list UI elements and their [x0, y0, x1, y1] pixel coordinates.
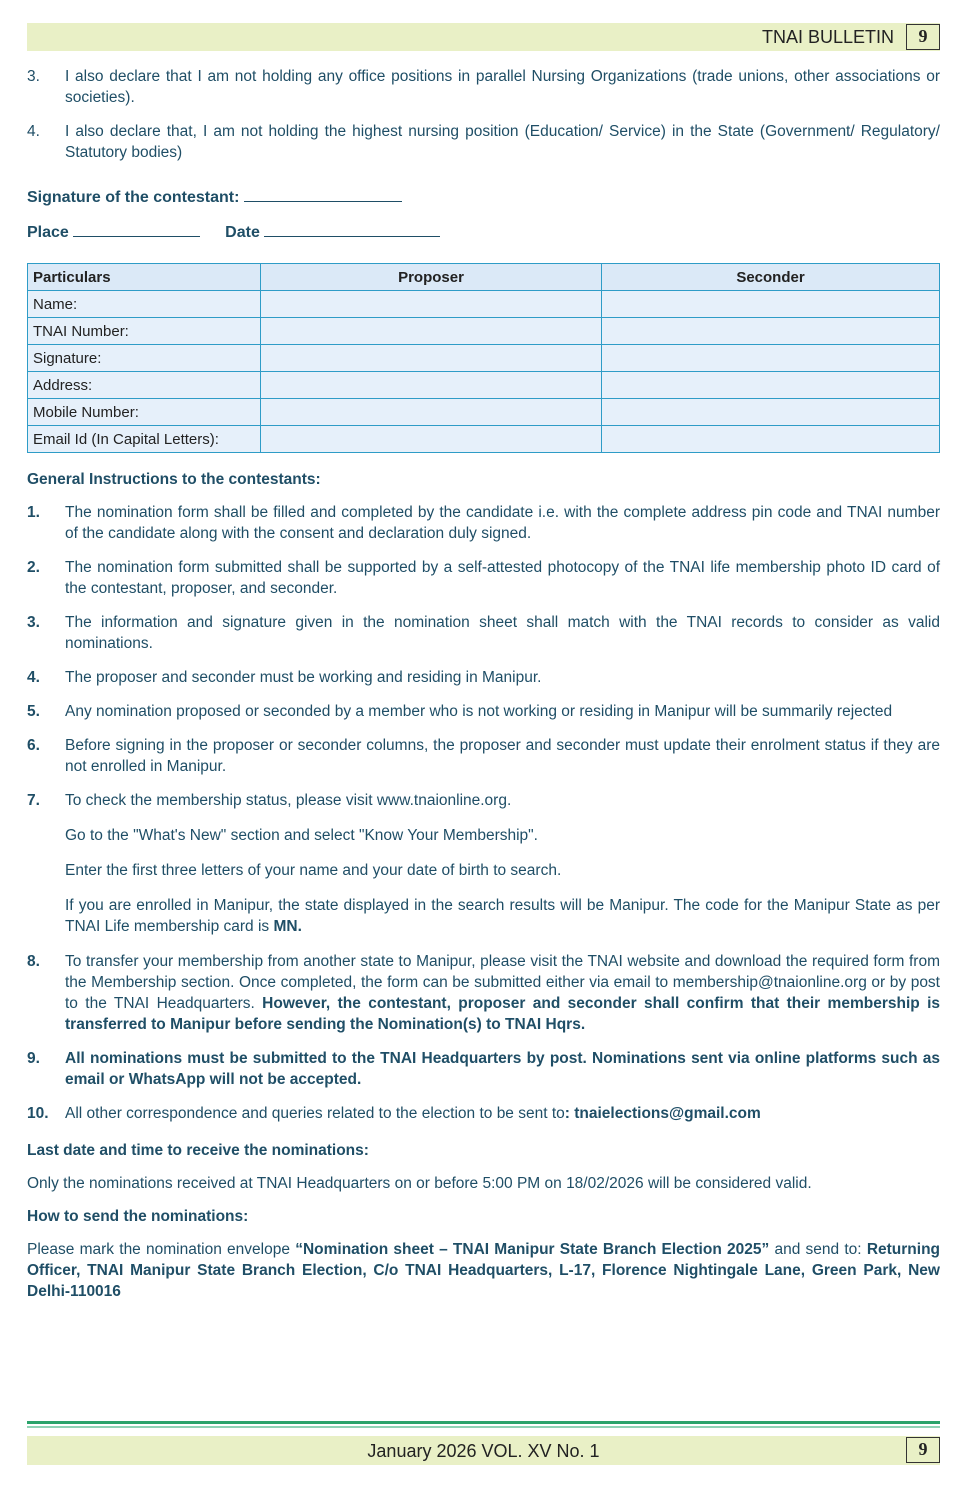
how-to-send-text-part: and send to: — [769, 1241, 867, 1258]
proposer-name-cell[interactable] — [261, 291, 602, 318]
seconder-name-cell[interactable] — [602, 291, 940, 318]
row-label: TNAI Number: — [28, 318, 261, 345]
item-number: 6. — [27, 737, 40, 754]
proposer-signature-cell[interactable] — [261, 345, 602, 372]
item-number: 9. — [27, 1050, 40, 1067]
row-label: Name: — [28, 291, 261, 318]
contestant-signature-label: Signature of the contestant: — [27, 189, 240, 206]
item-text: The nomination form submitted shall be supported by a self-attested photocopy of the TNAI life membership photo ID card of the contestant, proposer, and seconder. — [65, 559, 940, 597]
item-number: 1. — [27, 504, 40, 521]
instruction-item — [27, 1103, 940, 1124]
table-header-row — [28, 264, 940, 291]
row-label: Email Id (In Capital Letters): — [28, 426, 261, 453]
page-number-box: 9 — [906, 24, 940, 50]
how-to-send-title: How to send the nominations: — [27, 1208, 249, 1225]
item-number: 5. — [27, 703, 40, 720]
instruction-item — [27, 502, 940, 544]
instruction-item — [27, 951, 940, 1035]
declaration-item — [27, 121, 940, 163]
page-number-box: 9 — [906, 1437, 940, 1463]
how-to-send-text — [27, 1239, 940, 1302]
instruction-item — [27, 790, 940, 811]
returning-officer-address: Returning Officer, TNAI Manipur State Branch Election, C/o TNAI Headquarters, L-17, Florence Nightingale Lane, Green Park, New Delhi-110016 — [27, 1241, 940, 1300]
proposer-email-cell[interactable] — [261, 426, 602, 453]
envelope-marking: “Nomination sheet – TNAI Manipur State Branch Election 2025” — [295, 1241, 770, 1258]
item-text: The proposer and seconder must be working and residing in Manipur. — [65, 669, 542, 686]
table-row — [28, 399, 940, 426]
table-row — [28, 426, 940, 453]
column-header-seconder: Seconder — [602, 264, 940, 291]
item-bold-text: However, the contestant, proposer and seconder shall confirm that their membership is transferred to Manipur before sending the Nomination(s) to TNAI Hqrs. — [65, 995, 941, 1033]
item-number: 4. — [27, 669, 40, 686]
last-date-text: Only the nominations received at TNAI Headquarters on or before 5:00 PM on 18/02/2026 will be considered valid. — [27, 1175, 812, 1192]
seconder-address-cell[interactable] — [602, 372, 940, 399]
instruction-item — [27, 701, 940, 722]
row-label: Mobile Number: — [28, 399, 261, 426]
item-text: I also declare that I am not holding any office positions in parallel Nursing Organizations (trade unions, other associations or societies). — [65, 68, 940, 106]
table-row — [28, 318, 940, 345]
item-number: 3. — [27, 68, 40, 85]
page-content — [27, 66, 940, 1314]
contestant-signature-field[interactable] — [244, 185, 402, 202]
instruction-item — [27, 557, 940, 599]
item-number: 8. — [27, 953, 40, 970]
footer-divider — [27, 1421, 940, 1424]
row-label: Signature: — [28, 345, 261, 372]
proposer-mobile-cell[interactable] — [261, 399, 602, 426]
how-to-send-text-part: Please mark the nomination envelope — [27, 1241, 296, 1258]
item-text: The information and signature given in the nomination sheet shall match with the TNAI records to consider as valid nominations. — [65, 614, 940, 652]
seconder-email-cell[interactable] — [602, 426, 940, 453]
item-bold-text: All nominations must be submitted to the TNAI Headquarters by post. Nominations sent via online platforms such as email or WhatsApp will not be accepted. — [65, 1050, 940, 1088]
item-text: The nomination form shall be filled and completed by the candidate i.e. with the complete address pin code and TNAI number of the candidate along with the consent and declaration duly signed. — [65, 504, 940, 542]
table-row — [28, 291, 940, 318]
item-number: 10. — [27, 1105, 49, 1122]
election-email: : tnaielections@gmail.com — [564, 1105, 761, 1122]
page-footer — [27, 1436, 940, 1465]
place-label: Place — [27, 224, 69, 241]
item-text: To transfer your membership from another state to Manipur, please visit the TNAI website and download the required form from the Membership section. Once completed, the form can be submitted either via email to membership@tnaionline.org or by post to the TNAI Headquarters. — [65, 953, 940, 1012]
proposer-seconder-table — [27, 263, 940, 453]
issue-info: January 2026 VOL. XV No. 1 — [367, 1441, 600, 1461]
date-field[interactable] — [264, 220, 440, 237]
seconder-tnai-number-cell[interactable] — [602, 318, 940, 345]
instructions-title: General Instructions to the contestants: — [27, 471, 321, 488]
instruction-item — [27, 612, 940, 654]
table-row — [28, 345, 940, 372]
item-text: I also declare that, I am not holding the highest nursing position (Education/ Service) in the State (Government/ Regulatory/ Statutory bodies) — [65, 123, 940, 161]
proposer-address-cell[interactable] — [261, 372, 602, 399]
column-header-particulars: Particulars — [28, 264, 261, 291]
state-code: MN. — [273, 918, 302, 935]
instruction-subpara: Enter the first three letters of your name and your date of birth to search. — [65, 862, 562, 879]
instruction-item — [27, 667, 940, 688]
subpara-text: If you are enrolled in Manipur, the state displayed in the search results will be Manipur. The code for the Manipur State as per TNAI Life membership card is — [65, 897, 940, 935]
item-text: All other correspondence and queries related to the election to be sent to — [65, 1105, 565, 1122]
row-label: Address: — [28, 372, 261, 399]
date-label: Date — [225, 224, 260, 241]
column-header-proposer: Proposer — [261, 264, 602, 291]
place-field[interactable] — [73, 220, 200, 237]
item-text: To check the membership status, please visit www.tnaionline.org. — [65, 792, 512, 809]
place-date-line — [27, 220, 940, 243]
instruction-subpara — [65, 895, 940, 937]
item-text: Before signing in the proposer or seconder columns, the proposer and seconder must update their enrolment status if they are not enrolled in Manipur. — [65, 737, 940, 775]
seconder-mobile-cell[interactable] — [602, 399, 940, 426]
table-row — [28, 372, 940, 399]
declaration-item — [27, 66, 940, 108]
last-date-title: Last date and time to receive the nominations: — [27, 1142, 369, 1159]
footer-divider-light — [27, 1426, 940, 1428]
item-number: 3. — [27, 614, 40, 631]
seconder-signature-cell[interactable] — [602, 345, 940, 372]
page-header — [27, 23, 940, 51]
bulletin-title: TNAI BULLETIN — [761, 27, 894, 47]
contestant-signature-line — [27, 185, 940, 208]
instruction-item — [27, 1048, 940, 1090]
item-number: 4. — [27, 123, 40, 140]
item-number: 7. — [27, 792, 40, 809]
item-text: Any nomination proposed or seconded by a member who is not working or residing in Manipur will be summarily rejected — [65, 703, 893, 720]
proposer-tnai-number-cell[interactable] — [261, 318, 602, 345]
item-number: 2. — [27, 559, 40, 576]
instruction-subpara: Go to the "What's New" section and select "Know Your Membership". — [65, 827, 538, 844]
instruction-item — [27, 735, 940, 777]
